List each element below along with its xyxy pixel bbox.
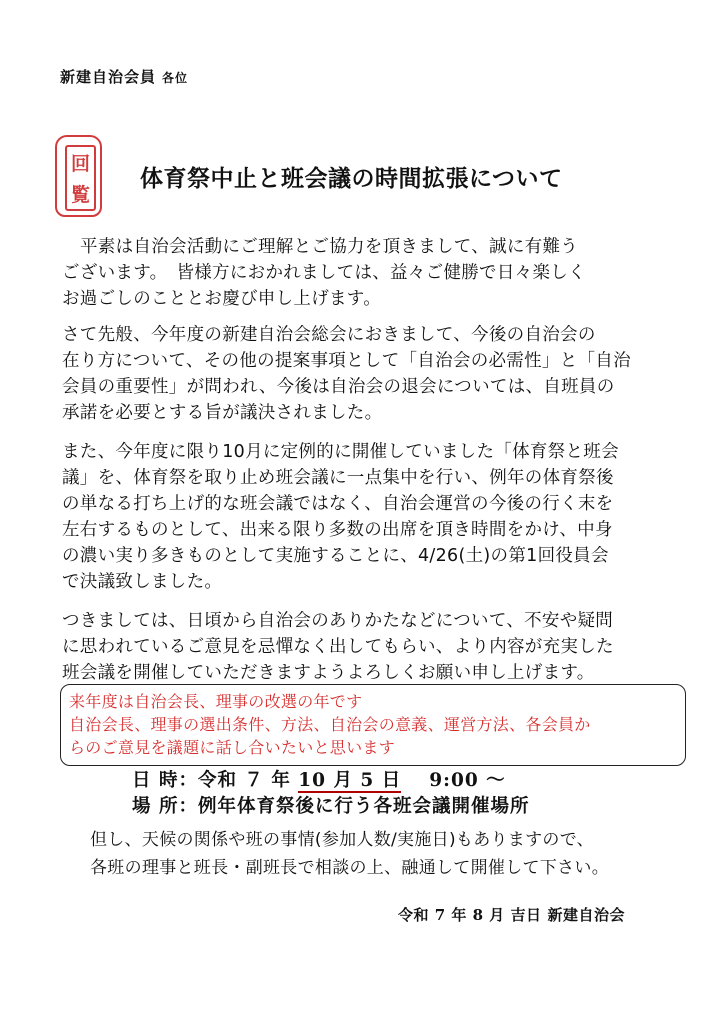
paragraph-general-meeting: [62, 322, 702, 426]
election-notice-box: [60, 684, 686, 766]
signoff: [398, 904, 625, 925]
stamp-char-2: 覧: [70, 184, 90, 206]
paragraph-line: の濃い実り多きものとして実施することに、4/26(土)の第1回役員会: [62, 546, 609, 566]
paragraph-line: つきましては、日頃から自治会のありかたなどについて、不安や疑問: [62, 611, 614, 631]
paragraph-line: 班会議を開催していただきますようよろしくお願い申し上げます。: [62, 663, 595, 683]
paragraph-line: お過ごしのこととお慶び申し上げます。: [62, 289, 381, 309]
date-highlight: 10 月 5 日: [298, 770, 402, 791]
paragraph-line: に思われているご意見を忌憚なく出してもらい、より内容が充実した: [62, 637, 614, 657]
place: 例年体育祭後に行う各班会議開催場所: [197, 796, 530, 817]
paragraph-line: 議」を、体育祭を取り止め班会議に一点集中を行い、例年の体育祭後: [62, 468, 614, 488]
stamp-box: [65, 145, 96, 211]
circulation-stamp: [55, 135, 102, 217]
date-prefix: 令和 ７ 年: [197, 770, 291, 791]
place-label: 場 所：: [132, 796, 198, 817]
schedule-place-row: [132, 792, 529, 818]
document-title: 体育祭中止と班会議の時間拡張について: [140, 165, 563, 192]
addressee: 新建自治会員: [60, 68, 157, 86]
notice-line: らのご意見を議題に話し合いたいと思います: [69, 738, 396, 757]
paragraph-line: 左右するものとして、出来る限り多数の出席を頂き時間をかけ、中身: [62, 520, 613, 540]
paragraph-line: ございます。 皆様方におかれましては、益々ご健勝で日々楽しく: [62, 263, 586, 283]
paragraph-line: で決議致しました。: [62, 572, 223, 592]
signoff-date: 令和 7 年 8 月 吉日: [398, 906, 542, 924]
paragraph-line: 会員の重要性」が問われ、今後は自治会の退会については、自班員の: [62, 377, 615, 397]
paragraph-line: 各班の理事と班長・副班長で相談の上、融通して開催して下さい。: [90, 858, 609, 878]
paragraph-line: の単なる打ち上げ的な班会議ではなく、自治会運営の今後の行く末を: [62, 494, 614, 514]
paragraph-decision: [62, 439, 702, 595]
paragraph-line: さて先般、今年度の新建自治会総会におきまして、今後の自治会の: [62, 325, 596, 345]
paragraph-line: 承諾を必要とする旨が議決されました。: [62, 403, 383, 423]
schedule-date-row: [132, 766, 506, 792]
paragraph-line: 平素は自治会活動にご理解とご協力を頂きまして、誠に有難う: [80, 237, 579, 257]
start-time: 9:00 ～: [429, 770, 506, 791]
notice-line: 自治会長、理事の選出条件、方法、自治会の意義、運営方法、各会員か: [69, 715, 591, 734]
addressee-suffix: 各位: [162, 71, 189, 85]
addressee-line: [60, 66, 188, 87]
paragraph-line: 在り方について、その他の提案事項として「自治会の必需性」と「自治: [62, 351, 631, 371]
stamp-char-1: 回: [70, 153, 90, 175]
notice-line: 来年度は自治会長、理事の改選の年です: [69, 692, 363, 711]
date-label: 日 時：: [132, 770, 198, 791]
paragraph-note: [90, 826, 700, 882]
signoff-org: 新建自治会: [547, 906, 626, 924]
paragraph-greeting: [62, 234, 702, 312]
paragraph-request: [62, 608, 702, 686]
paragraph-line: また、今年度に限り10月に定例的に開催していました「体育祭と班会: [62, 442, 619, 462]
paragraph-line: 但し、天候の関係や班の事情(参加人数/実施日)もありますので、: [90, 830, 594, 850]
